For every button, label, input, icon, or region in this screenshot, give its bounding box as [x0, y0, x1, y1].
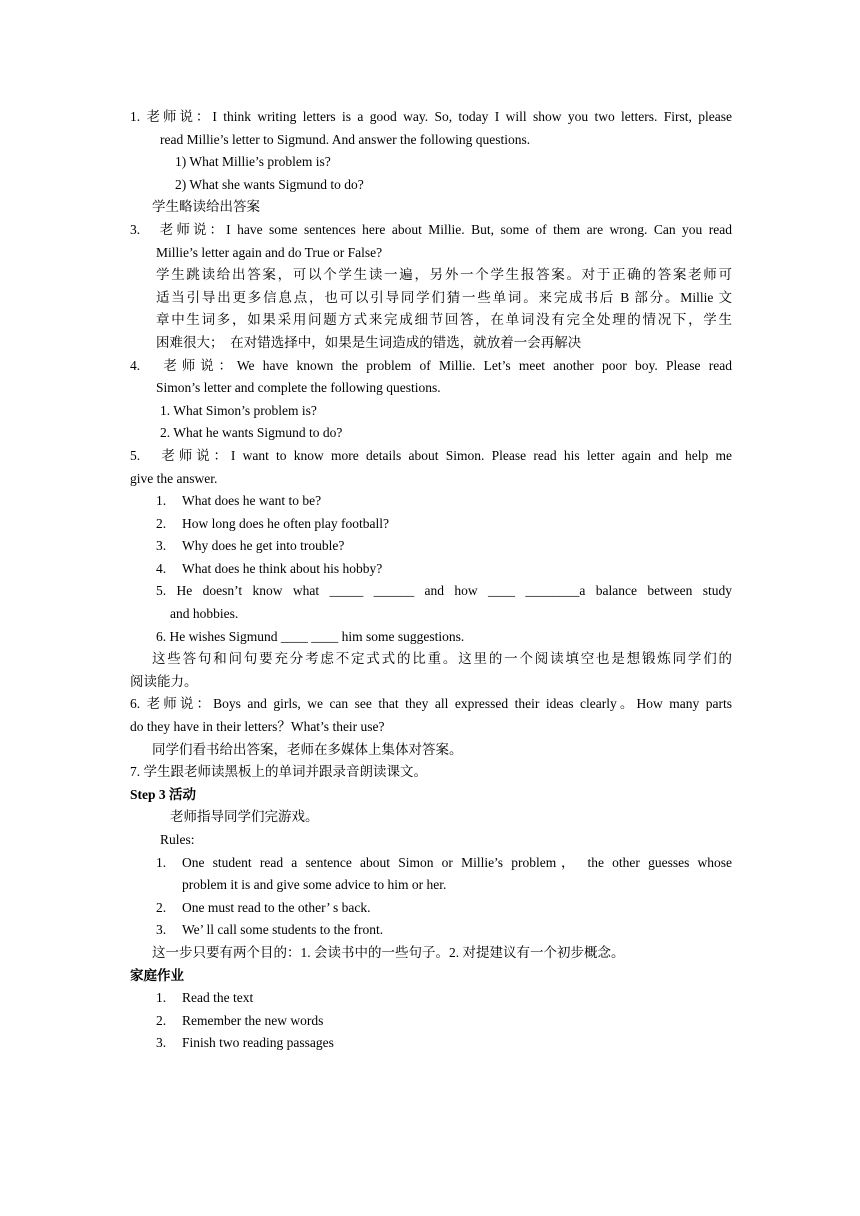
item-3-note-2: 适当引导出更多信息点，也可以引导同学们猜一些单词。来完成书后 B 部分。Millie 文	[156, 289, 732, 305]
item-1-line-2: read Millie’s letter to Sigmund. And answer the following questions.	[160, 131, 531, 147]
item-7-line: 7. 学生跟老师读黑板上的单词并跟录音朗读课文。	[130, 764, 427, 780]
item-3-line-2: Millie’s letter again and do True or False?	[156, 244, 383, 260]
item-1-note: 学生略读给出答案	[152, 199, 260, 215]
item-1-line-1: 1. 老师说：I think writing letters is a good way. So, today I will show you two letters. First, please	[130, 109, 732, 124]
item-5-fill-5-line-2: and hobbies.	[170, 606, 239, 622]
item-5-list-item-4	[130, 558, 732, 581]
item-5-note-1: 这些答句和问句要充分考虑不定式式的比重。这里的一个阅读填空也是想锻炼同学们的	[152, 651, 732, 667]
item-5-fill-5-line-1: 5. He doesn’t know what _____ ______ and how ____ ________a balance between study	[156, 583, 732, 599]
item-4-question-2: 2. What he wants Sigmund to do?	[160, 425, 343, 441]
item-6-note: 同学们看书给出答案，老师在多媒体上集体对答案。	[152, 741, 463, 757]
list-text: Why does he get into trouble?	[182, 538, 345, 554]
item-1-question-1: 1) What Millie’s problem is?	[175, 154, 331, 170]
list-text: Remember the new words	[182, 1012, 324, 1028]
item-6-line-2: do they have in their letters？What’s their use?	[130, 719, 385, 735]
list-text: What does he want to be?	[182, 493, 322, 509]
item-4-line-2: Simon’s letter and complete the following questions.	[156, 380, 441, 396]
list-text: What does he think about his hobby?	[182, 560, 383, 576]
homework-heading: 家庭作业	[130, 967, 184, 983]
homework-item-3	[130, 1032, 732, 1055]
list-number: 2.	[156, 899, 167, 915]
homework-item-2	[130, 1010, 732, 1033]
item-5-list-item-1	[130, 490, 732, 513]
homework-item-1	[130, 987, 732, 1010]
item-3-note-3: 章中生词多，如果采用问题方式来完成细节回答，在单词没有完全处理的情况下，学生	[156, 312, 732, 328]
step-3-note: 这一步只要有两个目的：1. 会读书中的一些句子。2. 对提建议有一个初步概念。	[152, 944, 625, 960]
item-4-line-1: 4. 老师说：We have known the problem of Millie. Let’s meet another poor boy. Please read	[130, 357, 732, 373]
item-4-question-1: 1. What Simon’s problem is?	[160, 402, 317, 418]
item-5-fill-6: 6. He wishes Sigmund ____ ____ him some suggestions.	[156, 628, 465, 644]
item-6-line-1: 6. 老师说：Boys and girls, we can see that they all expressed their ideas clearly。How many parts	[130, 696, 732, 712]
document-page	[130, 106, 732, 1055]
step-3-rule-3	[130, 919, 732, 942]
list-number: 2.	[156, 515, 167, 531]
list-number: 3.	[156, 538, 167, 554]
rule-text: One must read to the other’ s back.	[182, 899, 371, 915]
item-3-note-1: 学生跳读给出答案，可以个学生读一遍，另外一个学生报答案。对于正确的答案老师可	[156, 267, 732, 283]
list-number: 1.	[156, 493, 167, 509]
list-number: 4.	[156, 560, 167, 576]
item-5-list-item-3	[130, 535, 732, 558]
list-number: 1.	[156, 854, 167, 870]
item-5-note-2: 阅读能力。	[130, 673, 198, 689]
list-number: 2.	[156, 1012, 167, 1028]
item-3-note-4: 困难很大； 在对错选择中，如果是生词造成的错选，就放着一会再解决	[156, 334, 582, 350]
rule-text-line-2: problem it is and give some advice to him or her.	[182, 877, 447, 893]
step-3-heading: Step 3 活动	[130, 786, 197, 802]
list-text: How long does he often play football?	[182, 515, 389, 531]
rule-text	[182, 852, 732, 897]
item-5-line-1: 5. 老师说：I want to know more details about Simon. Please read his letter again and help me	[130, 447, 732, 463]
item-1-question-2: 2) What she wants Sigmund to do?	[175, 176, 364, 192]
step-3-rule-1	[130, 852, 732, 897]
step-3-intro: 老师指导同学们完游戏。	[170, 809, 319, 825]
item-5-list-item-2	[130, 513, 732, 536]
list-number: 1.	[156, 990, 167, 1006]
item-3-line-1: 3. 老师说：I have some sentences here about Millie. But, some of them are wrong. Can you read	[130, 221, 732, 237]
item-5-line-2: give the answer.	[130, 470, 218, 486]
step-3-rule-2	[130, 897, 732, 920]
step-3-rules-label: Rules:	[160, 832, 195, 847]
list-number: 3.	[156, 1035, 167, 1051]
list-text: Finish two reading passages	[182, 1035, 334, 1051]
list-number: 3.	[156, 922, 167, 938]
list-text: Read the text	[182, 990, 254, 1006]
rule-text: We’ ll call some students to the front.	[182, 922, 384, 938]
rule-text-line-1: One student read a sentence about Simon or Millie’s problem， the other guesses whose	[182, 854, 732, 870]
